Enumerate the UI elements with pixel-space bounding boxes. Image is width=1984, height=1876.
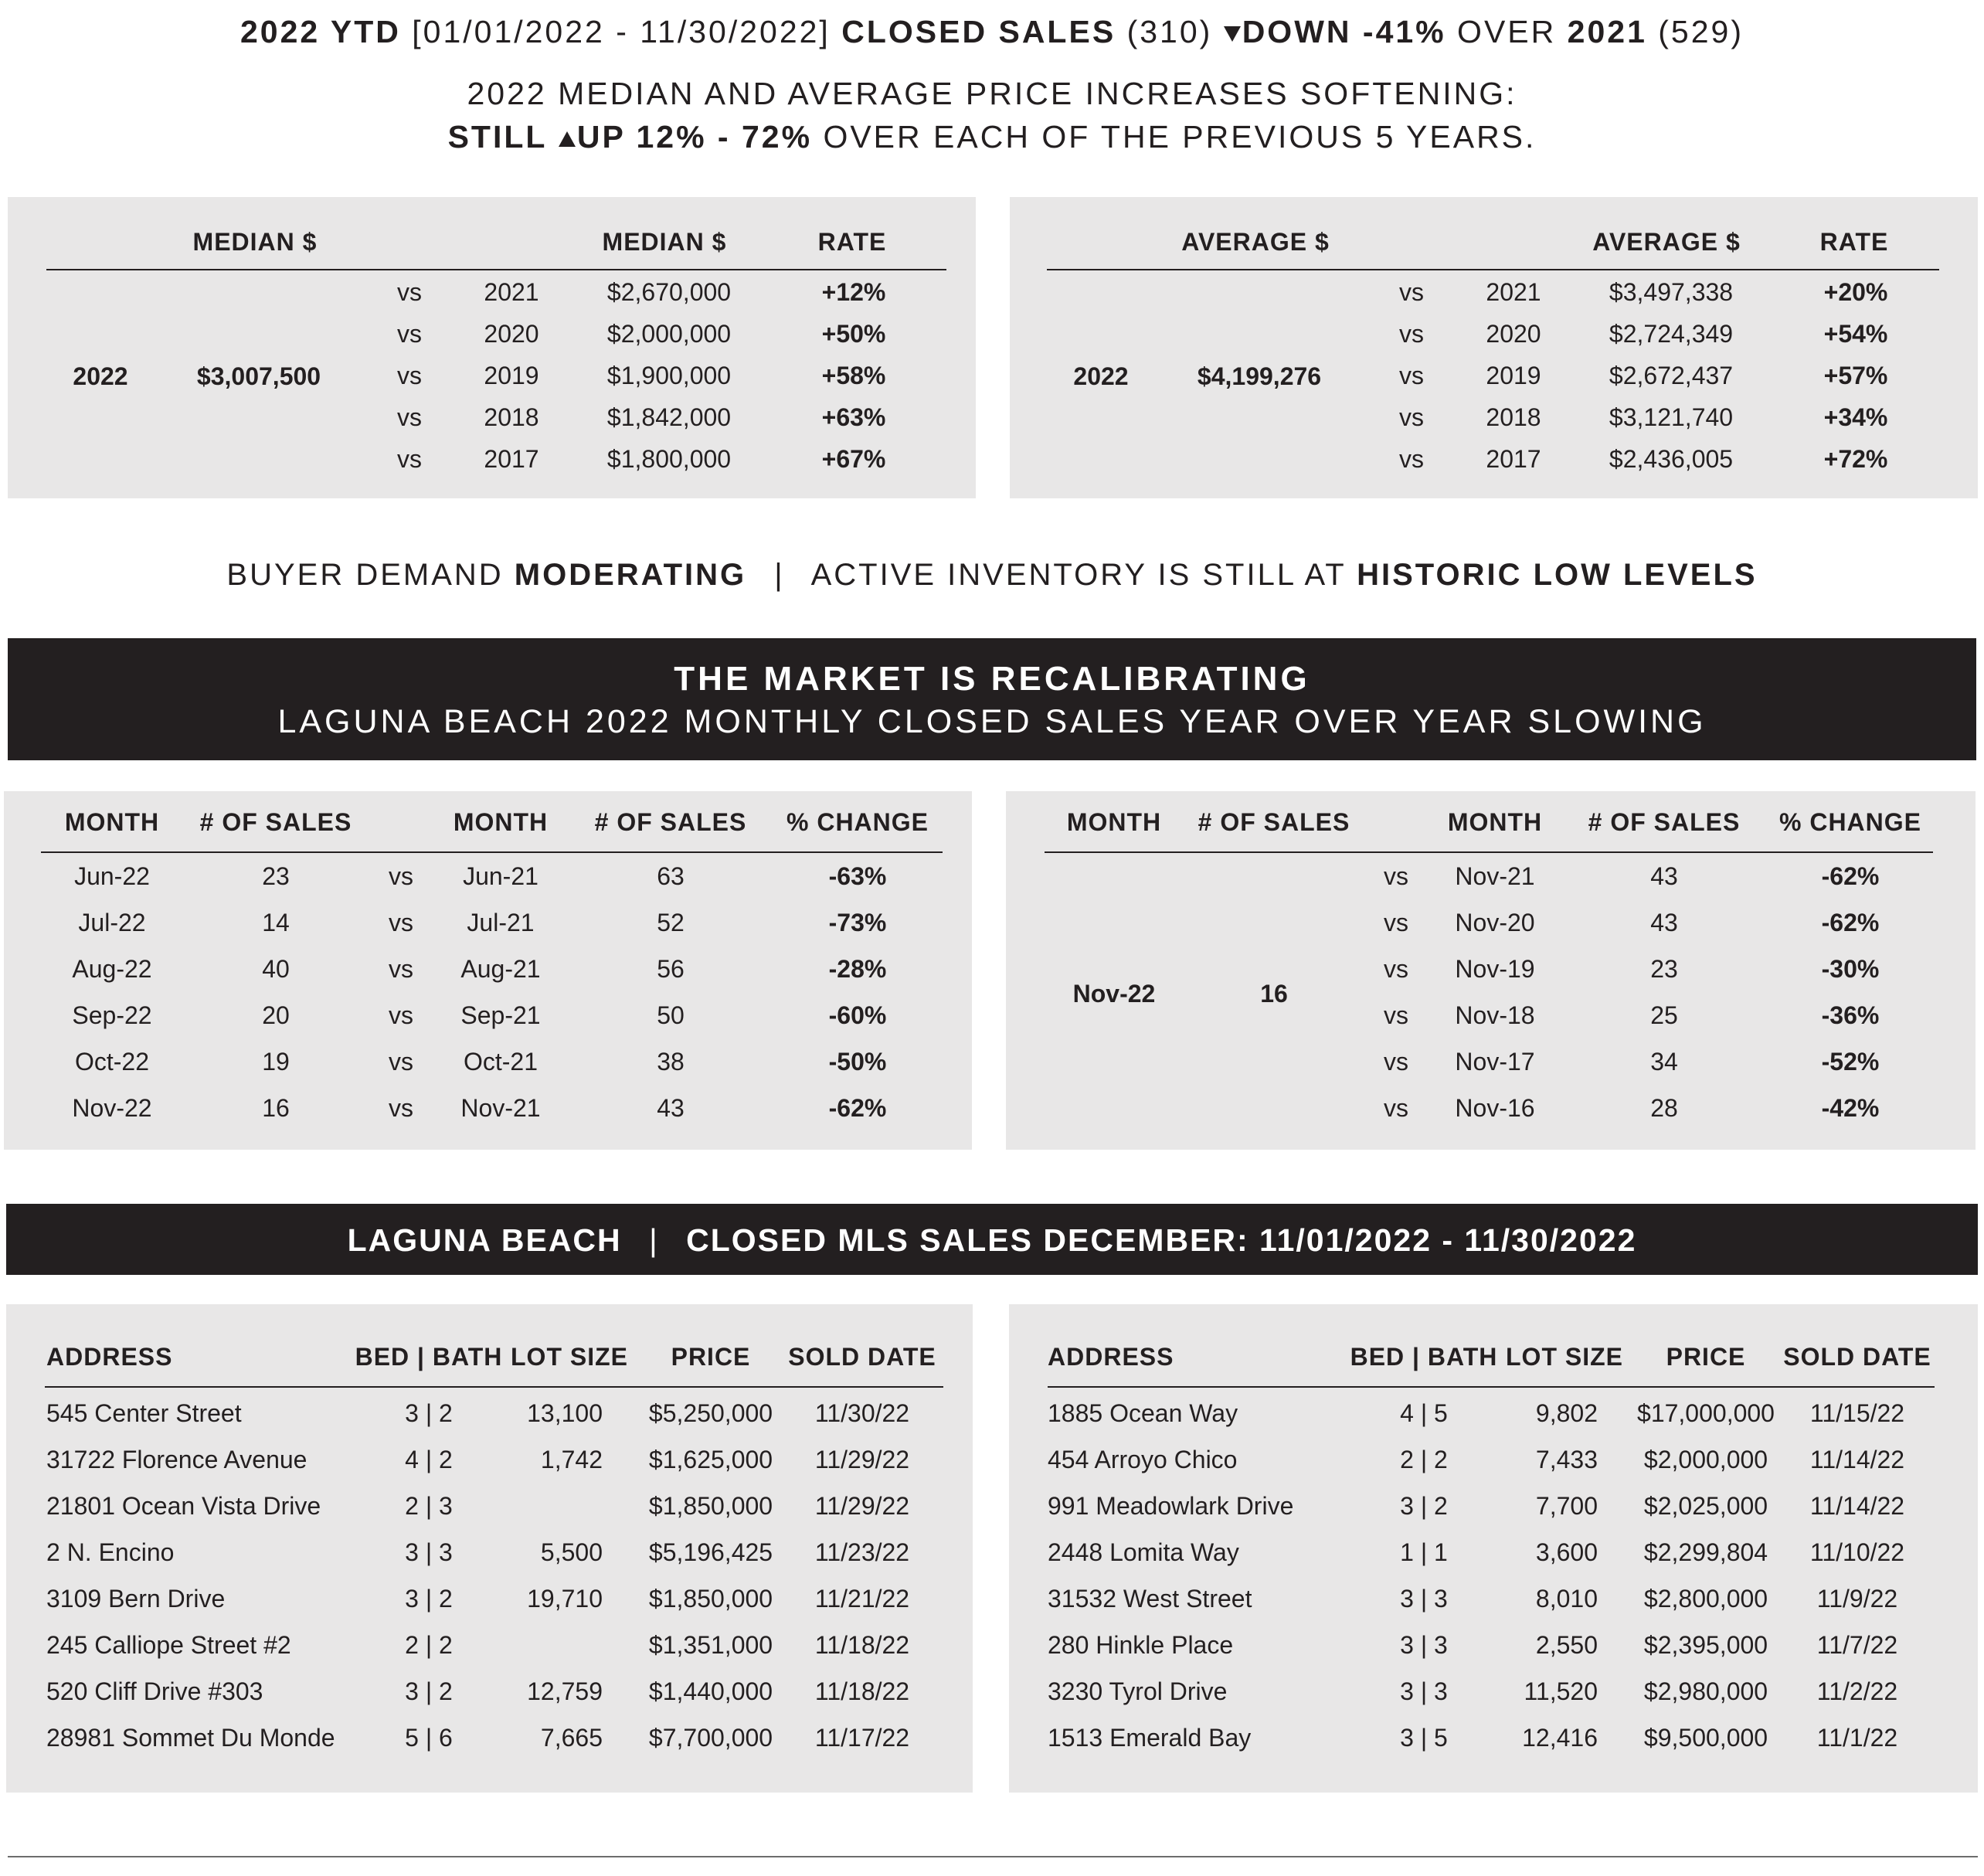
sale-price: $1,625,000 xyxy=(648,1446,773,1473)
bed-bath: 2 | 2 xyxy=(405,1631,453,1659)
rate-value: +34% xyxy=(1823,403,1888,431)
sales-right-rule xyxy=(1048,1386,1935,1388)
vs-label: vs xyxy=(1399,320,1424,348)
prior-month: Jun-21 xyxy=(463,862,538,890)
over-label: OVER xyxy=(1457,14,1557,49)
still-label: STILL xyxy=(447,119,548,155)
closed-sales-label: CLOSED SALES xyxy=(841,14,1116,49)
column-header: % CHANGE xyxy=(786,808,929,836)
vs-label: vs xyxy=(397,278,422,306)
bed-bath: 3 | 2 xyxy=(1400,1492,1448,1520)
column-header: % CHANGE xyxy=(1778,808,1922,836)
median-header-rule xyxy=(46,269,946,270)
rate-value: +57% xyxy=(1823,362,1888,389)
property-address: 1513 Emerald Bay xyxy=(1048,1724,1252,1752)
column-header: PRICE xyxy=(671,1343,751,1371)
sale-price: $9,500,000 xyxy=(1643,1724,1768,1752)
prior-sales-count: 23 xyxy=(1650,955,1678,983)
compare-price: $3,121,740 xyxy=(1609,403,1734,431)
down-percent: -41% xyxy=(1362,14,1446,49)
vs-label: vs xyxy=(397,445,422,473)
property-address: 3109 Bern Drive xyxy=(46,1585,226,1613)
bed-bath: 3 | 2 xyxy=(405,1399,453,1427)
sold-date: 11/23/22 xyxy=(814,1538,910,1566)
vs-label: vs xyxy=(1384,1001,1408,1029)
demand-bold: MODERATING xyxy=(514,558,747,592)
sale-price: $2,000,000 xyxy=(1643,1446,1768,1473)
previous-years-text: OVER EACH OF THE PREVIOUS 5 YEARS. xyxy=(823,119,1537,155)
sold-date: 11/10/22 xyxy=(1809,1538,1905,1566)
bed-bath: 2 | 2 xyxy=(1400,1446,1448,1473)
average-current-value: $4,199,276 xyxy=(1197,362,1322,390)
median-panel xyxy=(8,197,976,498)
column-header: MONTH xyxy=(1447,808,1543,836)
lot-size: 2,550 xyxy=(1535,1631,1598,1659)
prior-month: Nov-17 xyxy=(1455,1048,1535,1076)
average-header-rate: RATE xyxy=(1819,228,1889,256)
vs-label: vs xyxy=(389,862,413,890)
lot-size: 7,700 xyxy=(1535,1492,1598,1520)
prior-month: Jul-21 xyxy=(467,909,535,936)
vs-label: vs xyxy=(397,320,422,348)
sold-date: 11/29/22 xyxy=(814,1492,910,1520)
column-header: # OF SALES xyxy=(594,808,747,836)
bed-bath: 3 | 2 xyxy=(405,1585,453,1613)
bed-bath: 1 | 1 xyxy=(1400,1538,1448,1566)
sold-date: 11/17/22 xyxy=(814,1724,910,1752)
rate-value: +72% xyxy=(1823,445,1888,473)
property-address: 31532 West Street xyxy=(1048,1585,1252,1613)
sold-date: 11/30/22 xyxy=(814,1399,910,1427)
compare-price: $1,842,000 xyxy=(606,403,732,431)
property-address: 280 Hinkle Place xyxy=(1048,1631,1234,1659)
prior-sales-count: 56 xyxy=(657,955,685,983)
property-address: 245 Calliope Street #2 xyxy=(46,1631,291,1659)
rate-value: +50% xyxy=(821,320,886,348)
sold-date: 11/1/22 xyxy=(1816,1724,1898,1752)
sale-price: $5,250,000 xyxy=(648,1399,773,1427)
month: Oct-22 xyxy=(74,1048,150,1076)
average-header-b: AVERAGE $ xyxy=(1592,228,1741,256)
vs-label: vs xyxy=(389,955,413,983)
compare-price: $2,670,000 xyxy=(606,278,732,306)
property-address: 545 Center Street xyxy=(46,1399,242,1427)
month: Jul-22 xyxy=(78,909,146,936)
sale-price: $2,395,000 xyxy=(1643,1631,1768,1659)
sales-count: 40 xyxy=(262,955,290,983)
bed-bath: 3 | 3 xyxy=(405,1538,453,1566)
rate-value: +58% xyxy=(821,362,886,389)
percent-change: -62% xyxy=(1821,862,1880,890)
vs-label: vs xyxy=(389,1001,413,1029)
lot-size: 9,802 xyxy=(1535,1399,1598,1427)
demand-text: BUYER DEMAND xyxy=(226,558,504,592)
compare-year: 2019 xyxy=(1486,362,1541,389)
vs-label: vs xyxy=(1384,909,1408,936)
bed-bath: 3 | 2 xyxy=(405,1677,453,1705)
column-header: ADDRESS xyxy=(1048,1343,1174,1371)
bed-bath: 2 | 3 xyxy=(405,1492,453,1520)
property-address: 454 Arroyo Chico xyxy=(1048,1446,1238,1473)
compare-price: $1,900,000 xyxy=(606,362,732,389)
market-banner xyxy=(8,638,1976,760)
sales-banner-left: LAGUNA BEACH xyxy=(347,1222,622,1258)
percent-change: -28% xyxy=(828,955,887,983)
vs-label: vs xyxy=(1399,278,1424,306)
column-header: LOT SIZE xyxy=(1506,1343,1623,1371)
median-header-rate: RATE xyxy=(817,228,887,256)
prior-month: Nov-21 xyxy=(1455,862,1535,890)
arrow-down-icon xyxy=(1224,26,1241,42)
percent-change: -52% xyxy=(1821,1048,1880,1076)
rate-value: +20% xyxy=(1823,278,1888,306)
footer-rule xyxy=(8,1856,1978,1857)
average-current-year: 2022 xyxy=(1073,362,1129,390)
median-header-a: MEDIAN $ xyxy=(192,228,318,256)
prior-month: Nov-18 xyxy=(1455,1001,1535,1029)
percent-change: -73% xyxy=(828,909,887,936)
sales-count: 23 xyxy=(262,862,290,890)
lot-size: 12,759 xyxy=(527,1677,603,1705)
average-header-a: AVERAGE $ xyxy=(1181,228,1330,256)
sales-count: 20 xyxy=(262,1001,290,1029)
percent-change: -62% xyxy=(828,1094,887,1122)
compare-year: 2017 xyxy=(484,445,539,473)
bed-bath: 5 | 6 xyxy=(405,1724,453,1752)
vs-label: vs xyxy=(1399,445,1424,473)
lot-size: 7,433 xyxy=(1535,1446,1598,1473)
sold-date: 11/29/22 xyxy=(814,1446,910,1473)
percent-change: -30% xyxy=(1821,955,1880,983)
compare-year: 2021 xyxy=(1567,14,1647,49)
bed-bath: 3 | 3 xyxy=(1400,1585,1448,1613)
vs-label: vs xyxy=(389,1094,413,1122)
monthly-right-panel xyxy=(1006,791,1976,1150)
sale-price: $1,850,000 xyxy=(648,1492,773,1520)
vs-label: vs xyxy=(389,909,413,936)
prior-month: Oct-21 xyxy=(463,1048,538,1076)
compare-year: 2020 xyxy=(1486,320,1541,348)
column-header: BED | BATH xyxy=(355,1343,503,1371)
compare-year: 2018 xyxy=(1486,403,1541,431)
lot-size: 1,742 xyxy=(540,1446,603,1473)
sales-right-panel xyxy=(1009,1304,1978,1793)
sale-price: $2,980,000 xyxy=(1643,1677,1768,1705)
column-header: MONTH xyxy=(64,808,160,836)
compare-year: 2017 xyxy=(1486,445,1541,473)
sales-banner-right: CLOSED MLS SALES DECEMBER: 11/01/2022 - 11/30/2022 xyxy=(686,1222,1637,1258)
compare-price: $2,000,000 xyxy=(606,320,732,348)
sale-price: $2,299,804 xyxy=(1643,1538,1768,1566)
column-header: # OF SALES xyxy=(1198,808,1350,836)
lot-size: 8,010 xyxy=(1535,1585,1598,1613)
prior-sales-count: 43 xyxy=(1650,862,1678,890)
property-address: 2448 Lomita Way xyxy=(1048,1538,1239,1566)
vs-label: vs xyxy=(1384,1048,1408,1076)
down-label: DOWN xyxy=(1242,14,1352,49)
percent-change: -42% xyxy=(1821,1094,1880,1122)
vs-label: vs xyxy=(1384,955,1408,983)
column-header: BED | BATH xyxy=(1350,1343,1498,1371)
rate-value: +67% xyxy=(821,445,886,473)
monthly-right-rule xyxy=(1045,851,1933,853)
ytd-range: [01/01/2022 - 11/30/2022] xyxy=(412,14,831,49)
lot-size: 19,710 xyxy=(527,1585,603,1613)
inventory-bold: HISTORIC LOW LEVELS xyxy=(1357,558,1758,592)
compare-price: $2,436,005 xyxy=(1609,445,1734,473)
monthly-right-current-month: Nov-22 xyxy=(1072,980,1156,1008)
sales-count: 14 xyxy=(262,909,290,936)
column-header: PRICE xyxy=(1666,1343,1746,1371)
percent-change: -62% xyxy=(1821,909,1880,936)
prior-sales-count: 28 xyxy=(1650,1094,1678,1122)
compare-count: (529) xyxy=(1658,14,1744,49)
sale-price: $1,351,000 xyxy=(648,1631,773,1659)
compare-year: 2021 xyxy=(484,278,539,306)
sold-date: 11/9/22 xyxy=(1816,1585,1898,1613)
lot-size: 5,500 xyxy=(540,1538,603,1566)
prior-sales-count: 25 xyxy=(1650,1001,1678,1029)
rate-value: +63% xyxy=(821,403,886,431)
column-header: MONTH xyxy=(1066,808,1162,836)
compare-price: $1,800,000 xyxy=(606,445,732,473)
average-header-rule xyxy=(1047,269,1939,270)
compare-year: 2021 xyxy=(1486,278,1541,306)
vs-label: vs xyxy=(1384,862,1408,890)
sold-date: 11/14/22 xyxy=(1809,1446,1905,1473)
lot-size: 12,416 xyxy=(1522,1724,1598,1752)
property-address: 1885 Ocean Way xyxy=(1048,1399,1238,1427)
month: Nov-22 xyxy=(72,1094,152,1122)
column-header: # OF SALES xyxy=(1588,808,1741,836)
lot-size: 3,600 xyxy=(1535,1538,1598,1566)
sales-banner-divider: | xyxy=(649,1222,659,1258)
vs-label: vs xyxy=(397,362,422,389)
sale-price: $2,800,000 xyxy=(1643,1585,1768,1613)
vs-label: vs xyxy=(397,403,422,431)
sale-price: $17,000,000 xyxy=(1637,1399,1775,1427)
compare-year: 2018 xyxy=(484,403,539,431)
arrow-up-icon xyxy=(559,131,576,147)
sales-left-panel xyxy=(6,1304,973,1793)
compare-price: $2,724,349 xyxy=(1609,320,1734,348)
rate-value: +54% xyxy=(1823,320,1888,348)
prior-sales-count: 38 xyxy=(657,1048,685,1076)
column-header: SOLD DATE xyxy=(788,1343,936,1371)
vs-label: vs xyxy=(1384,1094,1408,1122)
sales-left-rule xyxy=(45,1386,943,1388)
ytd-year: 2022 YTD xyxy=(240,14,401,49)
lot-size: 11,520 xyxy=(1524,1677,1598,1705)
sale-price: $5,196,425 xyxy=(648,1538,773,1566)
prior-month: Aug-21 xyxy=(460,955,541,983)
still-up-line xyxy=(0,119,1984,155)
sale-price: $1,850,000 xyxy=(648,1585,773,1613)
lot-size: 7,665 xyxy=(540,1724,603,1752)
sales-banner-text xyxy=(6,1222,1978,1259)
property-address: 520 Cliff Drive #303 xyxy=(46,1677,263,1705)
sold-date: 11/18/22 xyxy=(814,1677,910,1705)
monthly-left-panel xyxy=(4,791,972,1150)
column-header: LOT SIZE xyxy=(511,1343,628,1371)
compare-price: $2,672,437 xyxy=(1609,362,1734,389)
month: Jun-22 xyxy=(74,862,150,890)
ytd-headline xyxy=(0,14,1984,50)
sold-date: 11/18/22 xyxy=(814,1631,910,1659)
prior-sales-count: 43 xyxy=(657,1094,685,1122)
column-header: MONTH xyxy=(453,808,549,836)
prior-sales-count: 52 xyxy=(657,909,685,936)
bed-bath: 3 | 3 xyxy=(1400,1677,1448,1705)
vs-label: vs xyxy=(1399,403,1424,431)
sales-count: 19 xyxy=(262,1048,290,1076)
sale-price: $7,700,000 xyxy=(648,1724,773,1752)
median-current-year: 2022 xyxy=(73,362,128,390)
property-address: 2 N. Encino xyxy=(46,1538,175,1566)
sale-price: $1,440,000 xyxy=(648,1677,773,1705)
softening-line: 2022 MEDIAN AND AVERAGE PRICE INCREASES SOFTENING: xyxy=(467,76,1517,111)
property-address: 991 Meadowlark Drive xyxy=(1048,1492,1294,1520)
percent-change: -50% xyxy=(828,1048,887,1076)
property-address: 31722 Florence Avenue xyxy=(46,1446,307,1473)
prior-sales-count: 50 xyxy=(657,1001,685,1029)
bed-bath: 3 | 5 xyxy=(1400,1724,1448,1752)
sold-date: 11/7/22 xyxy=(1816,1631,1898,1659)
percent-change: -60% xyxy=(828,1001,887,1029)
column-header: ADDRESS xyxy=(46,1343,173,1371)
column-header: # OF SALES xyxy=(199,808,352,836)
up-range: UP 12% - 72% xyxy=(576,119,813,155)
sale-price: $2,025,000 xyxy=(1643,1492,1768,1520)
prior-month: Nov-19 xyxy=(1455,955,1535,983)
percent-change: -63% xyxy=(828,862,887,890)
prior-month: Nov-21 xyxy=(460,1094,541,1122)
compare-year: 2019 xyxy=(484,362,539,389)
prior-month: Nov-20 xyxy=(1455,909,1535,936)
property-address: 28981 Sommet Du Monde xyxy=(46,1724,335,1752)
demand-line xyxy=(0,558,1984,593)
median-header-b: MEDIAN $ xyxy=(602,228,727,256)
prior-month: Sep-21 xyxy=(460,1001,541,1029)
prior-sales-count: 43 xyxy=(1650,909,1678,936)
month: Sep-22 xyxy=(72,1001,152,1029)
inventory-text: ACTIVE INVENTORY IS STILL AT xyxy=(810,558,1346,592)
sold-date: 11/14/22 xyxy=(1809,1492,1905,1520)
closed-sales-count: (310) xyxy=(1126,14,1213,49)
property-address: 3230 Tyrol Drive xyxy=(1048,1677,1228,1705)
bed-bath: 3 | 3 xyxy=(1400,1631,1448,1659)
bed-bath: 4 | 5 xyxy=(1400,1399,1448,1427)
market-banner-subtitle: LAGUNA BEACH 2022 MONTHLY CLOSED SALES YEAR OVER YEAR SLOWING xyxy=(277,703,1707,740)
compare-price: $3,497,338 xyxy=(1609,278,1734,306)
average-panel xyxy=(1010,197,1978,498)
sold-date: 11/21/22 xyxy=(814,1585,910,1613)
prior-sales-count: 34 xyxy=(1650,1048,1678,1076)
month: Aug-22 xyxy=(72,955,152,983)
vs-label: vs xyxy=(389,1048,413,1076)
median-current-value: $3,007,500 xyxy=(196,362,321,390)
monthly-right-current-sales: 16 xyxy=(1260,980,1288,1008)
vs-label: vs xyxy=(1399,362,1424,389)
demand-divider: | xyxy=(774,558,785,592)
market-banner-title: THE MARKET IS RECALIBRATING xyxy=(674,660,1310,698)
prior-sales-count: 63 xyxy=(657,862,685,890)
percent-change: -36% xyxy=(1821,1001,1880,1029)
rate-value: +12% xyxy=(821,278,886,306)
lot-size: 13,100 xyxy=(527,1399,603,1427)
sold-date: 11/15/22 xyxy=(1809,1399,1905,1427)
compare-year: 2020 xyxy=(484,320,539,348)
sales-count: 16 xyxy=(262,1094,290,1122)
column-header: SOLD DATE xyxy=(1783,1343,1931,1371)
sales-banner xyxy=(6,1204,1978,1275)
bed-bath: 4 | 2 xyxy=(405,1446,453,1473)
sold-date: 11/2/22 xyxy=(1816,1677,1898,1705)
prior-month: Nov-16 xyxy=(1455,1094,1535,1122)
property-address: 21801 Ocean Vista Drive xyxy=(46,1492,321,1520)
monthly-left-rule xyxy=(41,851,943,853)
